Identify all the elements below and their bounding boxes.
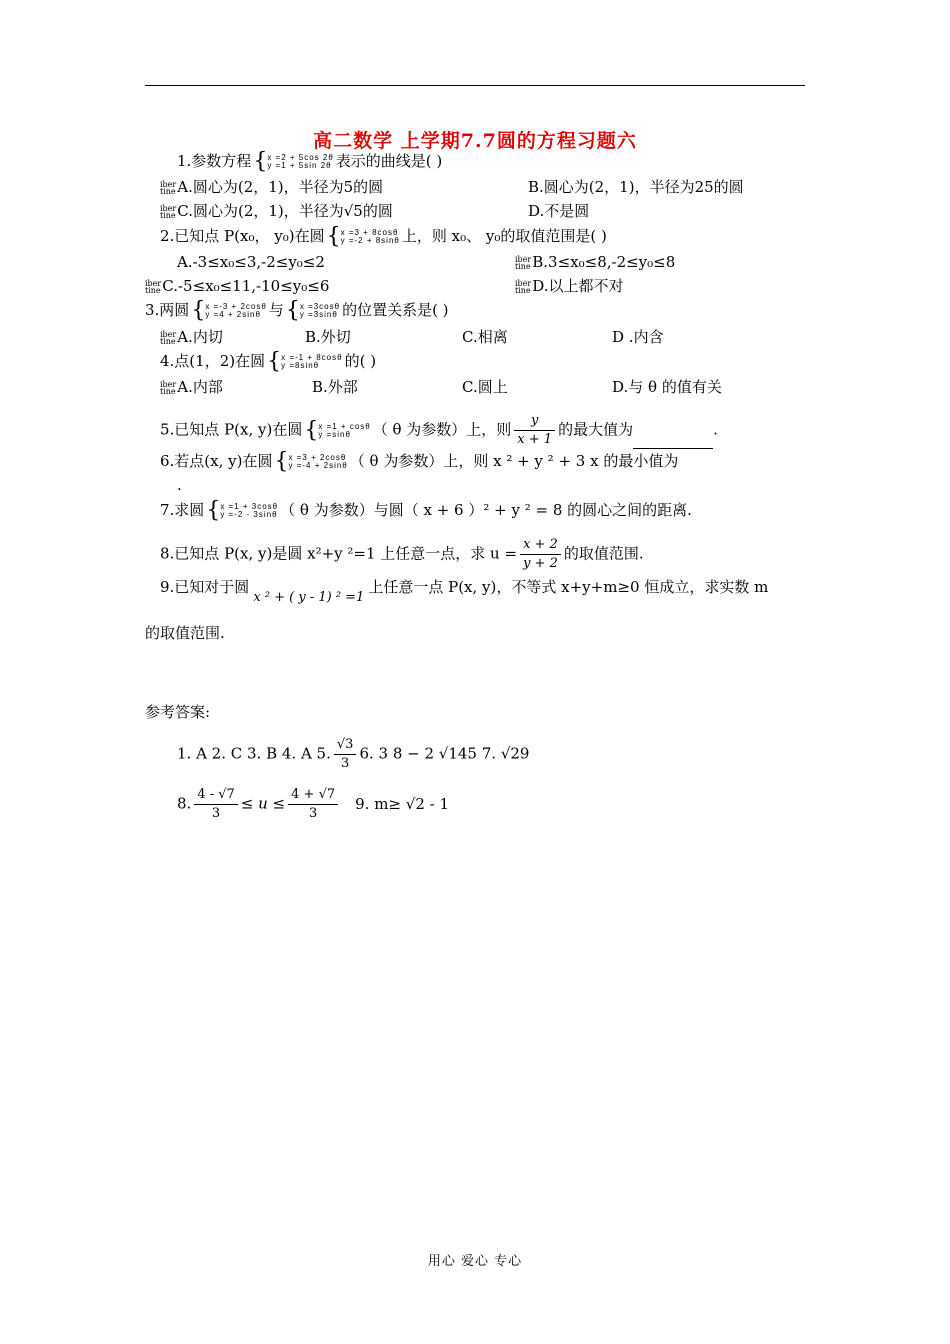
fraction: $\frac{4 - √7}{3}$ [194,786,237,823]
q4-option-a: iber tine A.内部 [160,378,223,396]
question-8: 8.已知点 P(x, y)是圆 x²+y ²=1 上任意一点，求 u = $\frac{x + 2}{y + 2}$ 的取值范围. [160,537,644,571]
fraction: $\frac{x + 2}{y + 2}$ [520,536,561,573]
q4-option-d: D.与 θ 的值有关 [612,378,722,396]
question-7: 7.求圆{x =1 + 3cosθ y =-2 - 3sinθ （ θ 为参数）与圆（ x + 6 ）² + y ² = 8 的圆心之间的距离. [160,498,692,523]
answers-row-1: 1. A 2. C 3. B 4. A 5. $\frac{√3}{3}$ 6. 3 8 − 2 √145 7. √29 [177,737,530,771]
marker: iber tine [160,380,177,396]
marker: iber tine [515,255,532,271]
top-rule [145,85,805,86]
q3-option-b: B.外切 [305,328,351,346]
q2-option-c: iber tine C.-5≤x₀≤11,-10≤y₀≤6 [145,277,330,295]
marker: iber tine [515,279,532,295]
q3-option-c: C.相离 [462,328,508,346]
question-9: 9.已知对于圆x ² + ( y - 1) ² =1上任意一点 P(x, y)，不等式 x+y+m≥0 恒成立，求实数 m [160,578,769,605]
q1-option-c: iber tine C.圆心为(2，1)，半径为√5的圆 [160,202,393,220]
fraction: $\frac{4 + √7}{3}$ [288,786,338,823]
q4-option-b: B.外部 [312,378,358,396]
q4-option-c: C.圆上 [462,378,508,396]
question-6: 6.若点(x, y)在圆{x =3 + 2cosθ y =-4 + 2sinθ （ θ 为参数）上，则 x ² + y ² + 3 x 的最小值为 [160,449,679,474]
fraction: $\frac{√3}{3}$ [334,736,357,773]
param-eq: {x =1 + cosθ y =sinθ [304,417,371,443]
param-eq: {x =3 + 8cosθ y =-2 + 8sinθ [326,224,400,249]
question-2: 2.已知点 P(x₀， y₀)在圆{x =3 + 8cosθ y =-2 + 8sinθ 上，则 x₀、 y₀的取值范围是( ) [160,224,607,249]
q2-option-d: iber tine D.以上都不对 [515,277,624,295]
answers-heading: 参考答案: [145,703,211,721]
question-5: 5.已知点 P(x, y)在圆{x =1 + cosθ y =sinθ （ θ 为参数）上，则 $\frac{y}{x + 1}$ 的最大值为 . [160,413,718,447]
q1-option-b: B.圆心为(2，1)，半径为25的圆 [528,178,744,196]
param-eq: {x =2 + 5cos 2θ y =1 + 5sin 2θ [253,149,334,174]
marker: iber tine [160,330,177,346]
q3-option-d: D .内含 [612,328,664,346]
answer-blank [633,434,713,449]
question-1: 1.参数方程{x =2 + 5cos 2θ y =1 + 5sin 2θ 表示的曲线是( ) [177,149,443,174]
fraction: $\frac{y}{x + 1}$ [514,412,555,449]
marker: iber tine [160,180,177,196]
page-footer: 用心 爱心 专心 [427,1254,523,1269]
question-3: 3.两圆{x =-3 + 2cosθ y =4 + 2sinθ 与{x =3cosθ y =3sinθ 的位置关系是( ) [145,298,449,323]
param-eq: {x =-3 + 2cosθ y =4 + 2sinθ [191,298,267,323]
answers-row-2: 8. $\frac{4 - √7}{3}$ ≤ u ≤ $\frac{4 + √7}{3}$ 9. m≥ √2 - 1 [177,787,450,821]
question-9-cont: 的取值范围. [145,624,225,642]
param-eq: {x =1 + 3cosθ y =-2 - 3sinθ [206,498,279,523]
param-eq: {x =-1 + 8cosθ y =8sinθ [267,349,343,374]
marker: iber tine [145,279,162,295]
marker: iber tine [160,204,177,220]
q2-option-b: iber tine B.3≤x₀≤8,-2≤y₀≤8 [515,253,676,271]
param-eq: {x =3cosθ y =3sinθ [285,298,341,323]
document-title: 高二数学 上学期7.7圆的方程习题六 [313,130,637,152]
question-4: 4.点(1，2)在圆{x =-1 + 8cosθ y =8sinθ 的( ) [160,349,377,374]
q2-option-a: A.-3≤x₀≤3,-2≤y₀≤2 [177,253,325,271]
q1-option-a: iber tine A.圆心为(2，1)，半径为5的圆 [160,178,384,196]
question-6-cont: . [177,476,182,494]
q3-option-a: iber tine A.内切 [160,328,223,346]
param-eq: {x =3 + 2cosθ y =-4 + 2sinθ [274,449,348,474]
q1-option-d: D.不是圆 [528,202,590,220]
